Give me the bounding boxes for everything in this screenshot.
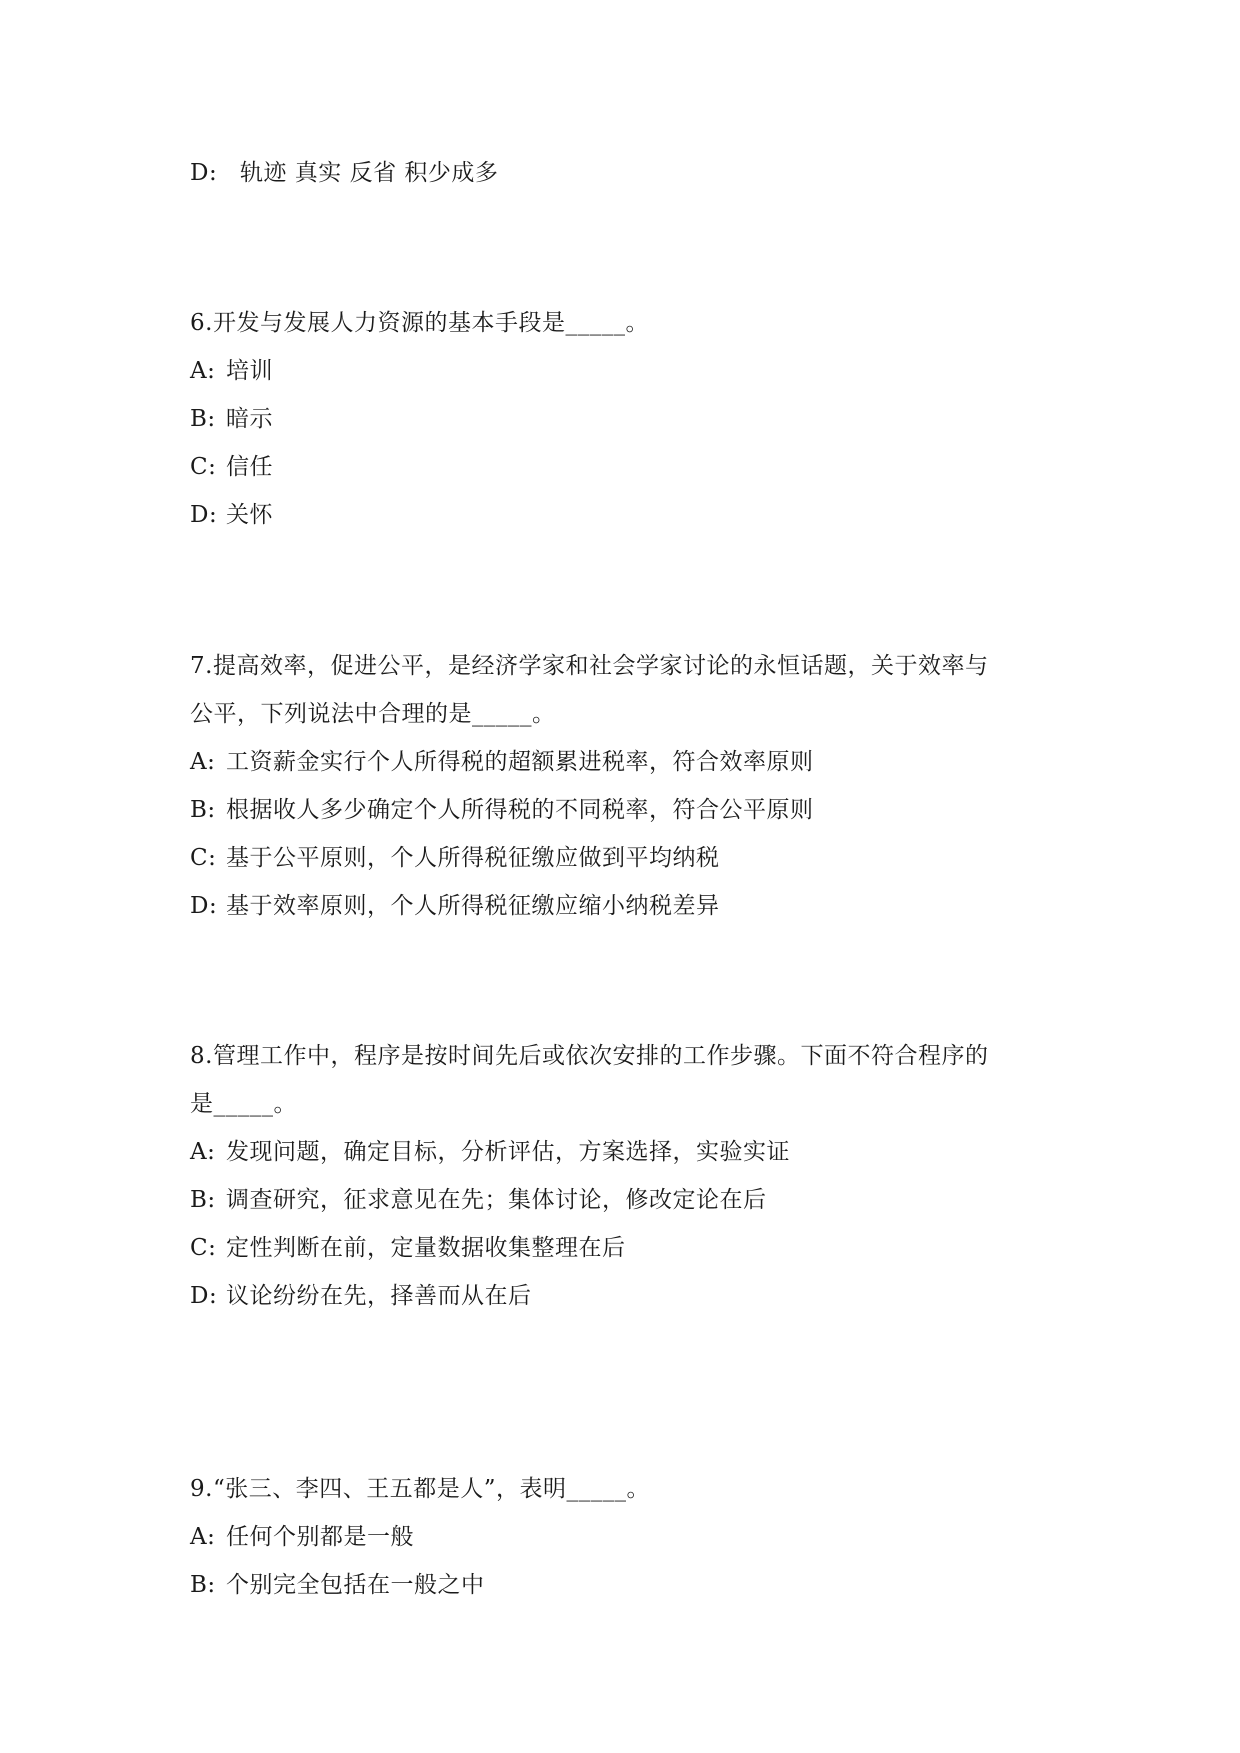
option-text: 调查研究，征求意见在先；集体讨论，修改定论在后 xyxy=(226,1187,767,1213)
question-9-option-b xyxy=(190,1570,485,1600)
prev-question-option-d xyxy=(190,158,498,188)
option-text: 议论纷纷在先，择善而从在后 xyxy=(226,1283,532,1309)
option-text: 关怀 xyxy=(226,502,273,528)
option-label: D: xyxy=(190,893,218,919)
question-9-stem xyxy=(190,1474,650,1504)
option-text: 轨迹 真实 反省 积少成多 xyxy=(240,160,499,186)
question-6-option-d xyxy=(190,500,273,530)
question-6-option-b xyxy=(190,404,273,434)
question-6-option-c xyxy=(190,452,273,482)
question-8-option-c xyxy=(190,1233,626,1263)
option-text: 工资薪金实行个人所得税的超额累进税率，符合效率原则 xyxy=(226,749,814,775)
question-7-option-a xyxy=(190,747,814,777)
stem-line: 6.开发与发展人力资源的基本手段是_____。 xyxy=(190,310,649,336)
question-7-option-c xyxy=(190,843,720,873)
option-label: A: xyxy=(190,749,216,775)
option-label: C: xyxy=(190,454,217,480)
option-text: 根据收人多少确定个人所得税的不同税率，符合公平原则 xyxy=(226,797,814,823)
option-text: 培训 xyxy=(226,358,273,384)
stem-line: 是_____。 xyxy=(190,1091,297,1117)
option-label: D: xyxy=(190,160,218,186)
question-8-option-b xyxy=(190,1185,767,1215)
stem-line: 7.提高效率，促进公平，是经济学家和社会学家讨论的永恒话题，关于效率与 xyxy=(190,653,989,679)
option-text: 定性判断在前，定量数据收集整理在后 xyxy=(226,1235,626,1261)
option-text: 暗示 xyxy=(226,406,273,432)
stem-line: 公平，下列说法中合理的是_____。 xyxy=(190,701,556,727)
option-text: 信任 xyxy=(226,454,273,480)
question-7-option-d xyxy=(190,891,720,921)
option-label: B: xyxy=(190,797,216,823)
question-7-stem-line-1 xyxy=(190,651,988,681)
question-7-option-b xyxy=(190,795,814,825)
option-label: B: xyxy=(190,1187,216,1213)
question-8-stem-line-1 xyxy=(190,1041,988,1071)
option-label: A: xyxy=(190,358,216,384)
option-label: D: xyxy=(190,1283,218,1309)
option-text: 发现问题，确定目标，分析评估，方案选择，实验实证 xyxy=(226,1139,790,1165)
option-label: A: xyxy=(190,1139,216,1165)
option-label: D: xyxy=(190,502,218,528)
question-8-stem-line-2 xyxy=(190,1089,297,1119)
option-label: B: xyxy=(190,1572,216,1598)
option-label: C: xyxy=(190,1235,217,1261)
question-8-option-d xyxy=(190,1281,532,1311)
option-text: 基于效率原则，个人所得税征缴应缩小纳税差异 xyxy=(226,893,720,919)
question-9-option-a xyxy=(190,1522,414,1552)
question-7-stem-line-2 xyxy=(190,699,556,729)
option-label: C: xyxy=(190,845,217,871)
question-6-option-a xyxy=(190,356,273,386)
option-label: A: xyxy=(190,1524,216,1550)
question-8-option-a xyxy=(190,1137,790,1167)
option-text: 个别完全包括在一般之中 xyxy=(226,1572,485,1598)
stem-line: 9.“张三、李四、王五都是人”，表明_____。 xyxy=(190,1476,650,1502)
question-6-stem xyxy=(190,308,649,338)
option-text: 任何个别都是一般 xyxy=(226,1524,414,1550)
option-text: 基于公平原则，个人所得税征缴应做到平均纳税 xyxy=(226,845,720,871)
option-label: B: xyxy=(190,406,216,432)
stem-line: 8.管理工作中，程序是按时间先后或依次安排的工作步骤。下面不符合程序的 xyxy=(190,1043,989,1069)
